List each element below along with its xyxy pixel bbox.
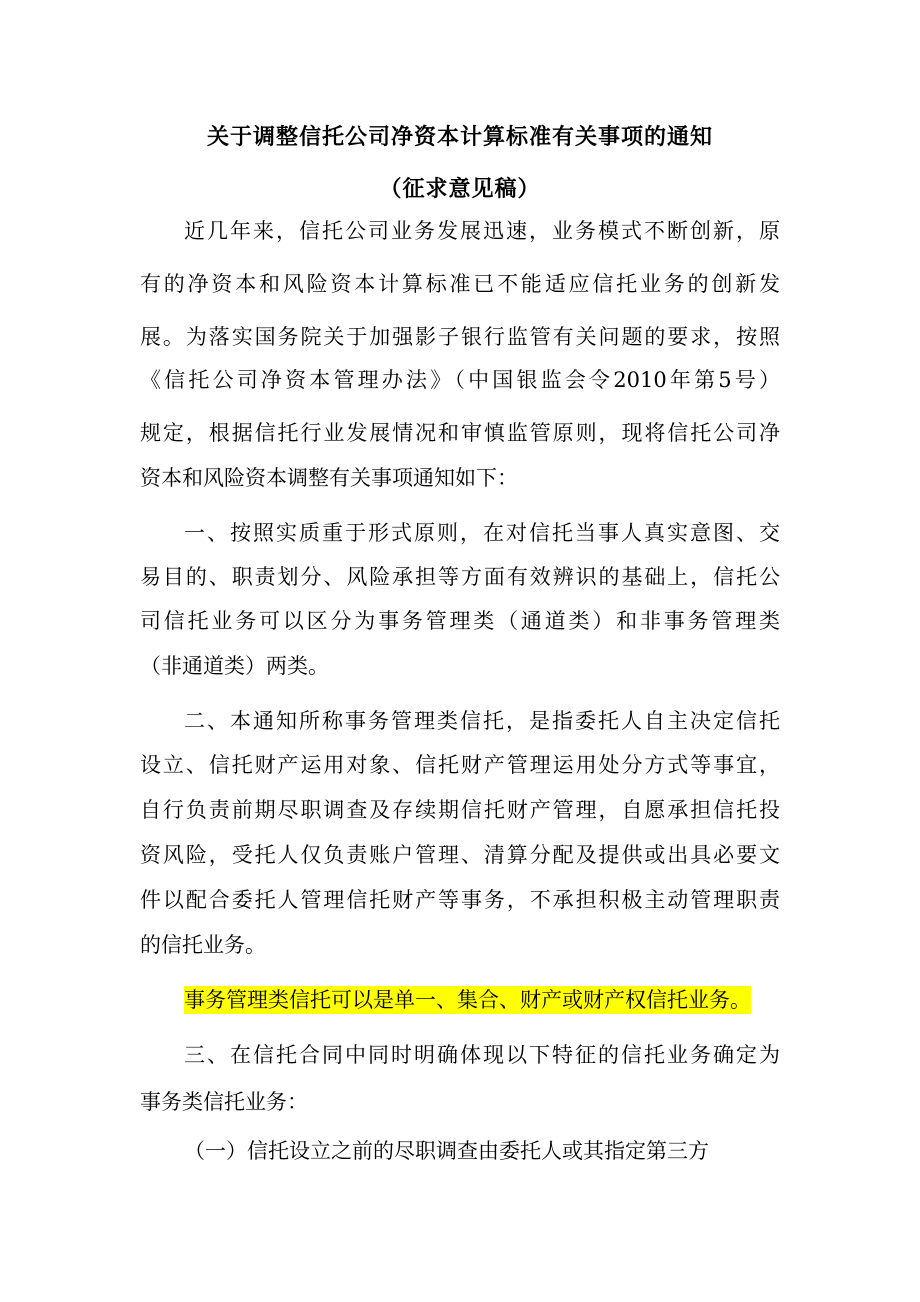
body-line: 三、在信托合同中同时明确体现以下特征的信托业务确定为 <box>184 1043 780 1067</box>
body-line: 展。为落实国务院关于加强影子银行监管有关问题的要求，按照 <box>140 325 780 349</box>
body-line: 近几年来，信托公司业务发展迅速，业务模式不断创新，原 <box>184 219 780 243</box>
body-line: 设立、信托财产运用对象、信托财产管理运用处分方式等事宜， <box>140 753 780 777</box>
highlighted-line <box>184 985 782 1015</box>
body-line: 规定，根据信托行业发展情况和审慎监管原则，现将信托公司净 <box>140 421 780 445</box>
body-line: 的信托业务。 <box>140 933 266 957</box>
body-line: 易目的、职责划分、风险承担等方面有效辨识的基础上，信托公 <box>140 565 780 589</box>
document-title: 关于调整信托公司净资本计算标准有关事项的通知 <box>206 125 713 150</box>
body-line: （一）信托设立之前的尽职调查由委托人或其指定第三方 <box>184 1139 709 1163</box>
body-line: 司信托业务可以区分为事务管理类（通道类）和非事务管理类 <box>140 609 780 633</box>
body-line: （非通道类）两类。 <box>140 654 329 678</box>
body-line: 《信托公司净资本管理办法》（中国银监会令2010年第5号） <box>140 368 780 392</box>
body-line: 有的净资本和风险资本计算标准已不能适应信托业务的创新发 <box>140 272 780 296</box>
body-line: 资风险，受托人仅负责账户管理、清算分配及提供或出具必要文 <box>140 843 780 867</box>
body-line: 资本和风险资本调整有关事项通知如下： <box>140 466 518 490</box>
document-subtitle: （征求意见稿） <box>379 177 541 202</box>
body-line: 事务类信托业务： <box>140 1090 308 1114</box>
body-line: 一、按照实质重于形式原则，在对信托当事人真实意图、交 <box>184 521 780 545</box>
body-line: 件以配合委托人管理信托财产等事务，不承担积极主动管理职责 <box>140 888 780 912</box>
body-line: 自行负责前期尽职调查及存续期信托财产管理，自愿承担信托投 <box>140 798 780 822</box>
body-line: 二、本通知所称事务管理类信托，是指委托人自主决定信托 <box>184 709 780 733</box>
highlight-mark: 事务管理类信托可以是单一、集合、财产或财产权信托业务。 <box>184 988 751 1012</box>
